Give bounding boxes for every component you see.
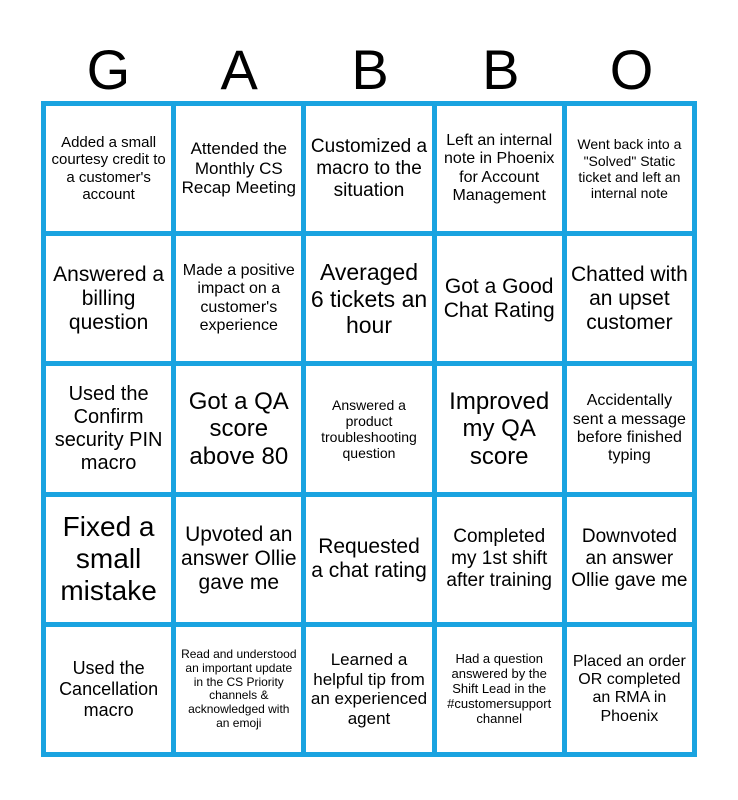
bingo-cell[interactable]: Chatted with an upset customer: [567, 236, 692, 361]
bingo-cell[interactable]: Requested a chat rating: [306, 497, 431, 622]
bingo-cell[interactable]: Added a small courtesy credit to a customer's account: [46, 106, 171, 231]
header-letter-a: A: [220, 38, 258, 101]
bingo-board: [41, 101, 697, 757]
header-letter-b2: B: [482, 38, 520, 101]
header-letter-o: O: [609, 38, 654, 101]
bingo-cell[interactable]: Answered a product troubleshooting question: [306, 366, 431, 491]
bingo-cell[interactable]: Improved my QA score: [437, 366, 562, 491]
header-letter-b1: B: [351, 38, 389, 101]
bingo-cell[interactable]: Downvoted an answer Ollie gave me: [567, 497, 692, 622]
bingo-cell[interactable]: Attended the Monthly CS Recap Meeting: [176, 106, 301, 231]
header-letter-g: G: [86, 38, 131, 101]
bingo-cell[interactable]: Placed an order OR completed an RMA in Phoenix: [567, 627, 692, 752]
bingo-cell[interactable]: Learned a helpful tip from an experienced agent: [306, 627, 431, 752]
bingo-cell[interactable]: Answered a billing question: [46, 236, 171, 361]
bingo-cell[interactable]: Averaged 6 tickets an hour: [306, 236, 431, 361]
bingo-cell[interactable]: Used the Confirm security PIN macro: [46, 366, 171, 491]
bingo-cell[interactable]: Customized a macro to the situation: [306, 106, 431, 231]
bingo-cell[interactable]: Left an internal note in Phoenix for Account Management: [437, 106, 562, 231]
bingo-cell[interactable]: Read and understood an important update in the CS Priority channels & acknowledged with an emoji: [176, 627, 301, 752]
bingo-cell[interactable]: Got a QA score above 80: [176, 366, 301, 491]
bingo-cell[interactable]: Had a question answered by the Shift Lead in the #customersupport channel: [437, 627, 562, 752]
bingo-header: [43, 40, 697, 100]
bingo-cell[interactable]: Completed my 1st shift after training: [437, 497, 562, 622]
bingo-cell[interactable]: Fixed a small mistake: [46, 497, 171, 622]
bingo-cell[interactable]: Accidentally sent a message before finished typing: [567, 366, 692, 491]
bingo-cell[interactable]: Used the Cancellation macro: [46, 627, 171, 752]
bingo-cell[interactable]: Went back into a "Solved" Static ticket and left an internal note: [567, 106, 692, 231]
bingo-cell[interactable]: Made a positive impact on a customer's experience: [176, 236, 301, 361]
bingo-cell[interactable]: Got a Good Chat Rating: [437, 236, 562, 361]
bingo-cell[interactable]: Upvoted an answer Ollie gave me: [176, 497, 301, 622]
